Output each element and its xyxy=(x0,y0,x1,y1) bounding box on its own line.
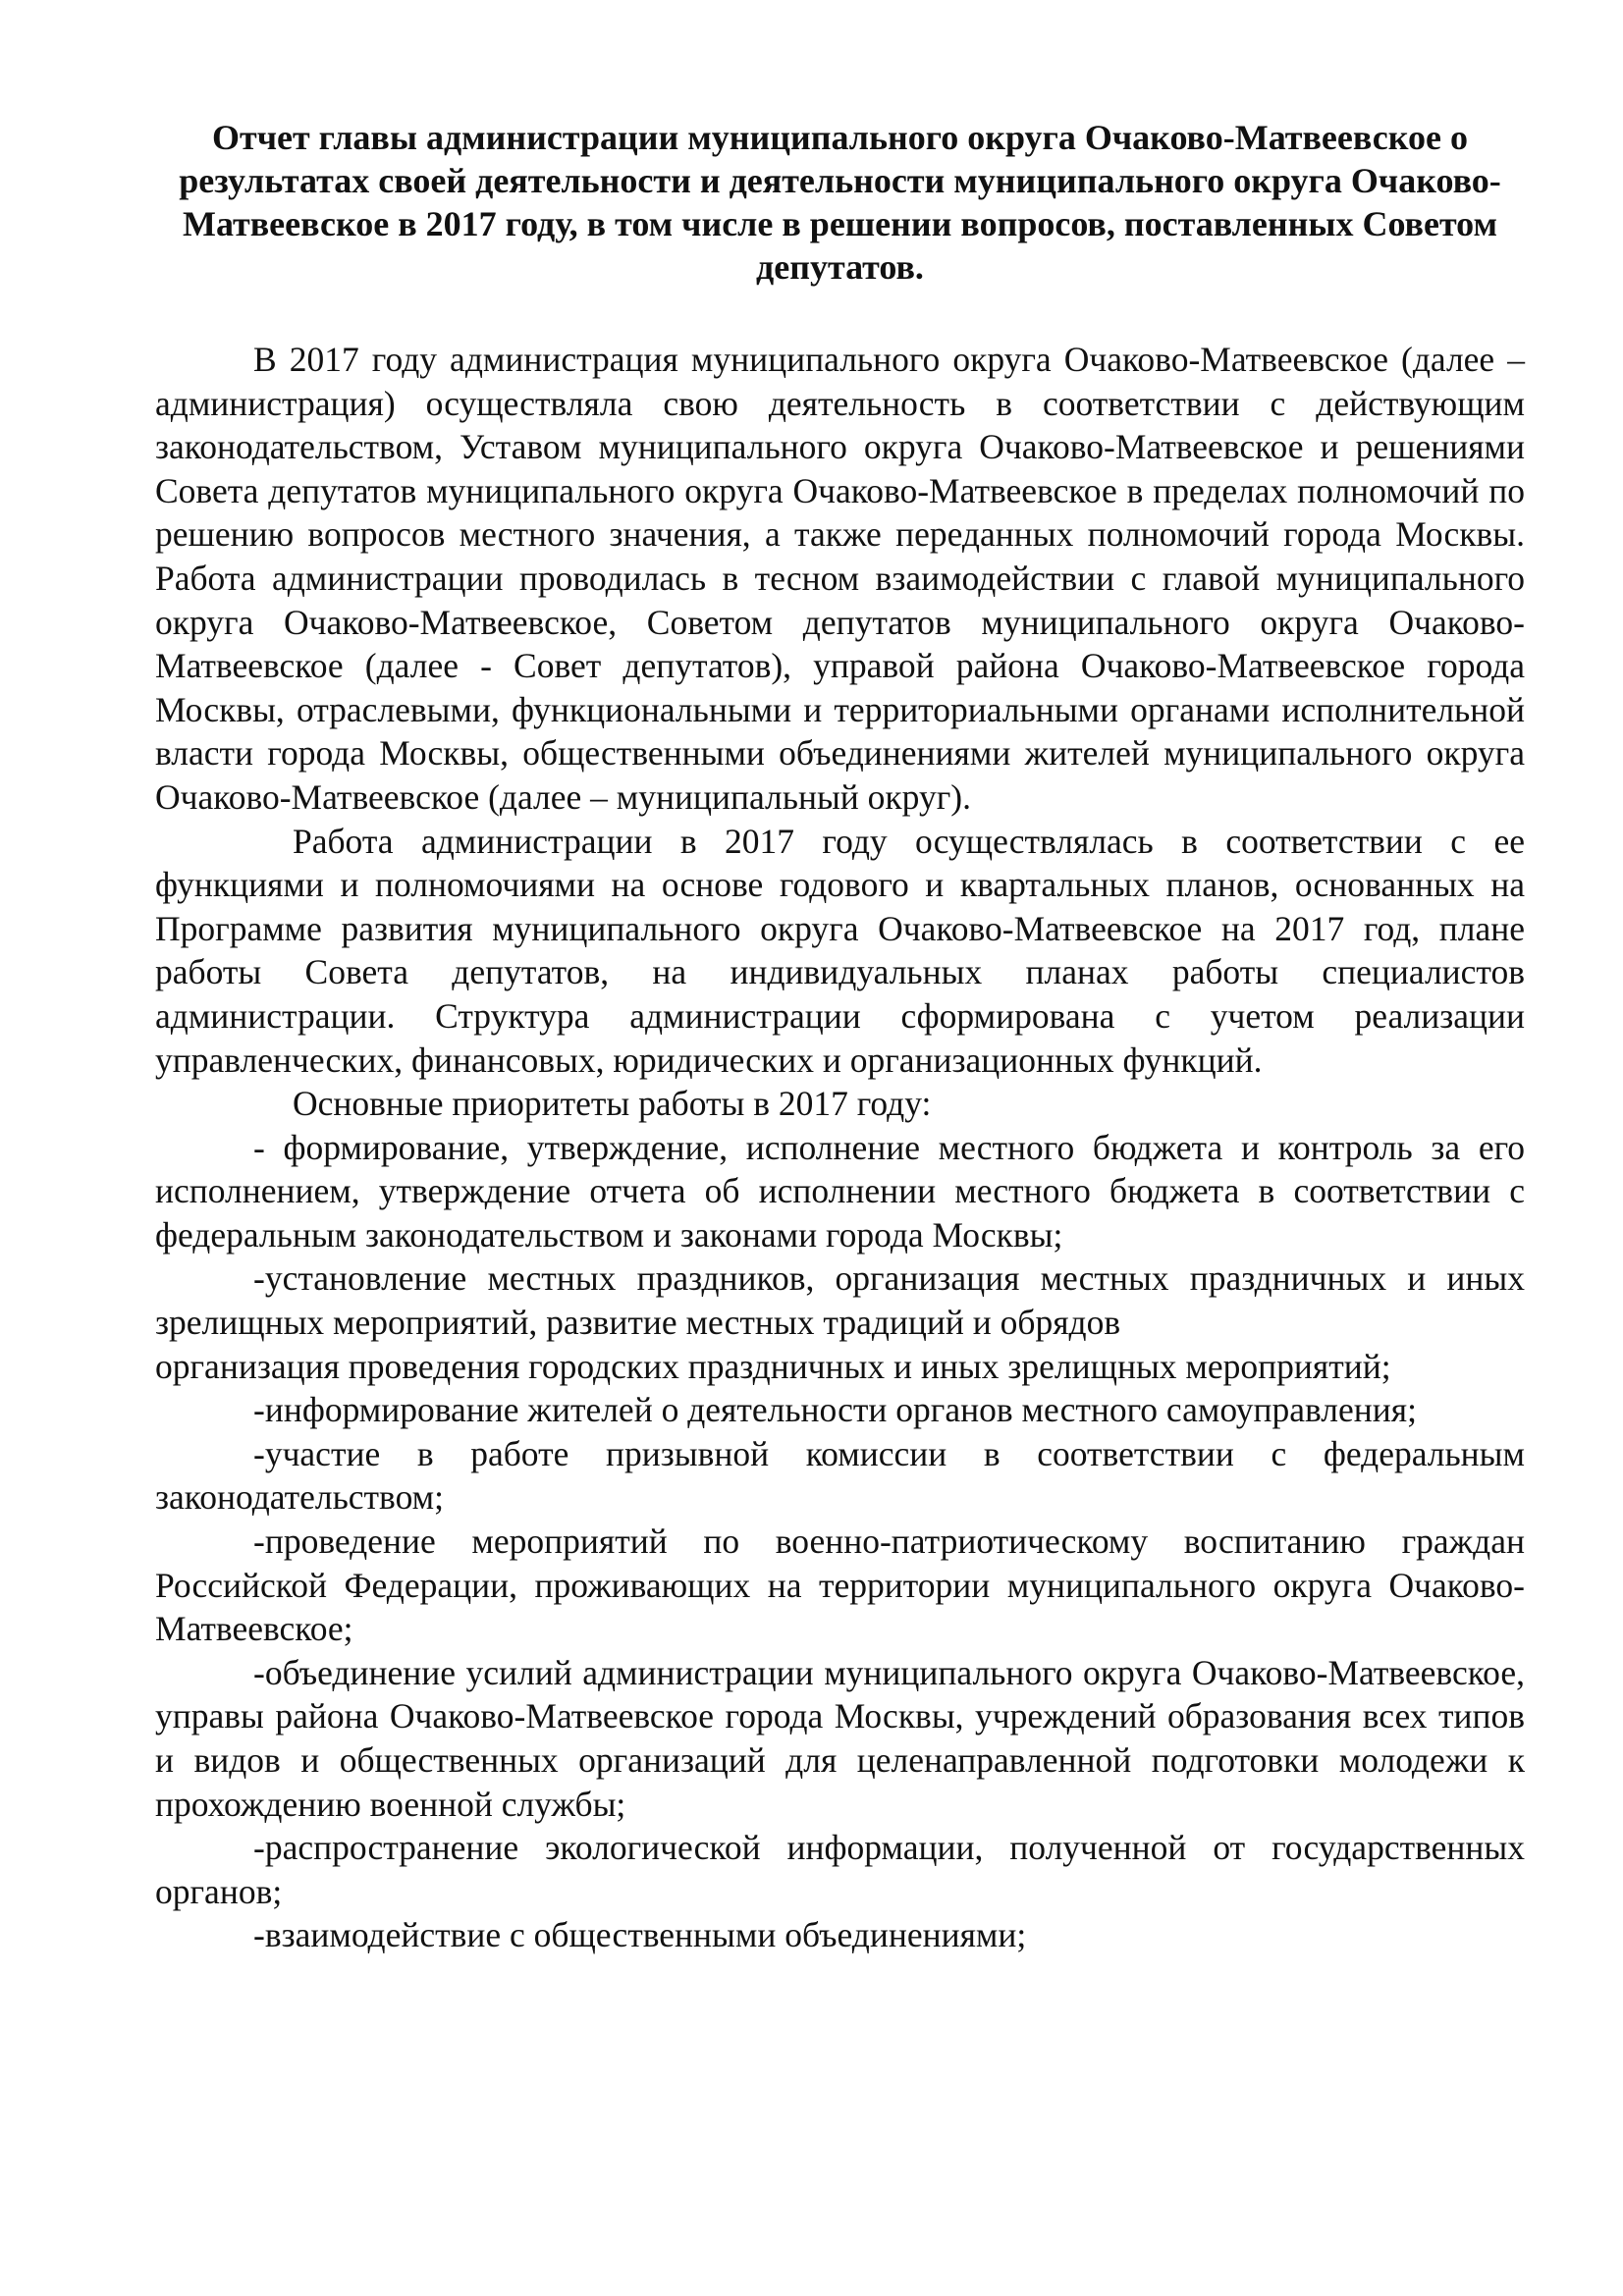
paragraph-intro: В 2017 году администрация муниципального округа Очаково-Матвеевское (далее – администрация) осуществляла свою деятельность в соответствии с действующим законодательством, Уставом муниципального округа Очаково-Матвеевское и решениями Совета депутатов муниципального округа Очаково-Матвеевское в пределах полномочий по решению вопросов местного значения, а также переданных полномочий города Москвы. Работа администрации проводилась в тесном взаимодействии с главой муниципального округа Очаково-Матвеевское, Советом депутатов муниципального округа Очаково-Матвеевское (далее - Совет депутатов), управой района Очаково-Матвеевское города Москвы, отраслевыми, функциональными и территориальными органами исполнительной власти города Москвы, общественными объединениями жителей муниципального округа Очаково-Матвеевское (далее – муниципальный округ). xyxy=(155,340,1525,817)
list-item-holidays: -установление местных праздников, организация местных праздничных и иных зрелищных мероприятий, развитие местных традиций и обрядов xyxy=(155,1258,1525,1343)
document-body xyxy=(155,338,1525,1957)
list-item-joint-efforts: -объединение усилий администрации муниципального округа Очаково-Матвеевское, управы района Очаково-Матвеевское города Москвы, учреждений образования всех типов и видов и общественных организаций для целенаправленной подготовки молодежи к прохождению военной службы; xyxy=(155,1652,1525,1824)
list-item-ecology-info: -распространение экологической информации, полученной от государственных органов; xyxy=(155,1828,1525,1911)
paragraph-work-basis: Работа администрации в 2017 году осуществлялась в соответствии с ее функциями и полномочиями на основе годового и квартальных планов, основанных на Программе развития муниципального округа Очаково-Матвеевское на 2017 год, плане работы Совета депутатов, на индивидуальных планах работы специалистов администрации. Структура администрации сформирована с учетом реализации управленческих, финансовых, юридических и организационных функций. xyxy=(155,821,1525,1080)
list-item-patriotic-education: -проведение мероприятий по военно-патриотическому воспитанию граждан Российской Федерации, проживающих на территории муниципального округа Очаково-Матвеевское; xyxy=(155,1522,1525,1649)
list-item-informing: -информирование жителей о деятельности органов местного самоуправления; xyxy=(253,1390,1417,1430)
document-page xyxy=(155,116,1525,1957)
document-title: Отчет главы администрации муниципального округа Очаково-Матвеевское о результатах своей деятельности и деятельности муниципального округа Очаково-Матвеевское в 2017 году, в том числе в решении вопросов, поставленных Советом депутатов. xyxy=(179,118,1501,287)
list-item-public-associations: -взаимодействие с общественными объединениями; xyxy=(253,1915,1027,1955)
list-item-draft-commission: -участие в работе призывной комиссии в соответствии с федеральным законодательством; xyxy=(155,1433,1525,1518)
list-item-city-events: организация проведения городских праздничных и иных зрелищных мероприятий; xyxy=(155,1346,1391,1386)
paragraph-priorities-heading: Основные приоритеты работы в 2017 году: xyxy=(293,1084,932,1124)
list-item-budget: - формирование, утверждение, исполнение местного бюджета и контроль за его исполнением, утверждение отчета об исполнении местного бюджета в соответствии с федеральным законодательством и законами города Москвы; xyxy=(155,1127,1525,1255)
